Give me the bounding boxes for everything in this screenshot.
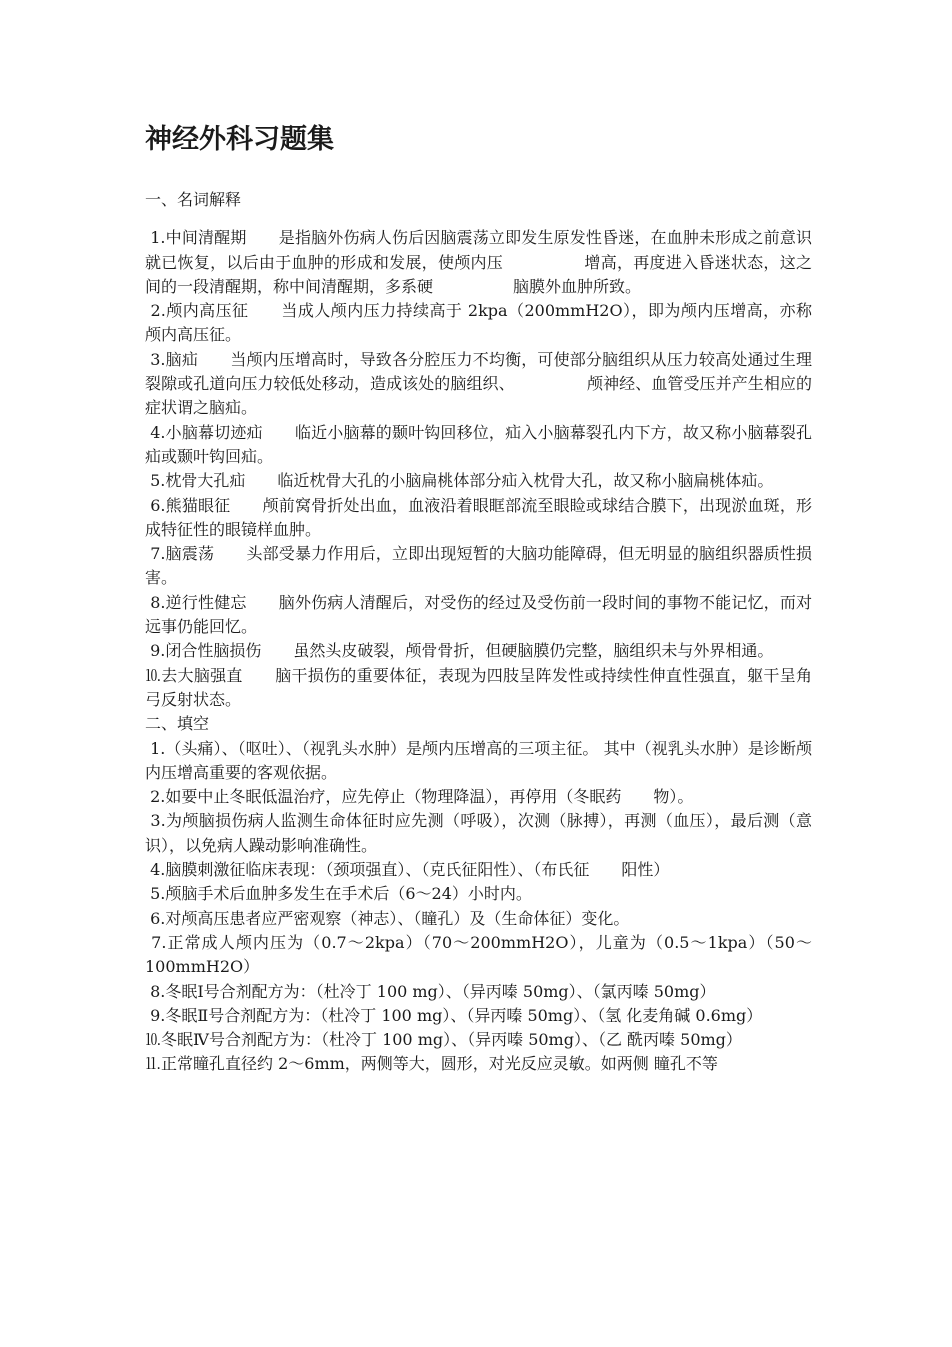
definition-item: 5.枕骨大孔疝 临近枕骨大孔的小脑扁桃体部分疝入枕骨大孔，故又称小脑扁桃体疝。 — [145, 471, 774, 491]
fill-in-item: 8.冬眠Ⅰ号合剂配方为：（杜冷丁 100 mg）、（异丙嗪 50mg）、（氯丙嗪 50mg） — [145, 981, 716, 1001]
fill-in-item: 2.如要中止冬眠低温治疗，应先停止（物理降温），再停用（冬眠药 物）。 — [145, 787, 694, 807]
definition-item: ⒑去大脑强直 脑干损伤的重要体征，表现为四肢呈阵发性或持续性伸直性强直，躯干呈角弓反射状态。 — [145, 665, 812, 709]
fill-in-item: 3.为颅脑损伤病人监测生命体征时应先测（呼吸），次测（脉搏），再测（血压），最后测（意识），以免病人躁动影响准确性。 — [145, 811, 812, 855]
document-body — [145, 188, 812, 1077]
definition-item: 8.逆行性健忘 脑外伤病人清醒后，对受伤的经过及受伤前一段时间的事物不能记忆，而对远事仍能回忆。 — [145, 592, 812, 637]
section-heading-fill-in: 二、填空 — [145, 714, 210, 734]
definition-item: 6.熊猫眼征 颅前窝骨折处出血，血液沿着眼眶部流至眼睑或球结合膜下，出现淤血斑，形成特征性的眼镜样血肿。 — [145, 495, 812, 539]
fill-in-item: 6.对颅高压患者应严密观察（神志）、（瞳孔）及（生命体征）变化。 — [145, 908, 630, 928]
definition-item: 7.脑震荡 头部受暴力作用后，立即出现短暂的大脑功能障碍，但无明显的脑组织器质性损害。 — [145, 544, 812, 588]
definition-item: 4.小脑幕切迹疝 临近小脑幕的颞叶钩回移位，疝入小脑幕裂孔内下方，故又称小脑幕裂孔疝或颞叶钩回疝。 — [145, 422, 812, 466]
fill-in-item: 4.脑膜刺激征临床表现：（颈项强直）、（克氏征阳性）、（布氏征 阳性） — [145, 860, 670, 880]
definition-item: 2.颅内高压征 当成人颅内压力持续高于 2kpa（200mmH2O），即为颅内压增高，亦称颅内高压征。 — [145, 301, 812, 345]
definition-item: 1.中间清醒期 是指脑外伤病人伤后因脑震荡立即发生原发性昏迷，在血肿未形成之前意识就已恢复，以后由于血肿的形成和发展，使颅内压 增高，再度进入昏迷状态，这之间的一段清醒期，称中间清醒期，多系硬 脑膜外血肿所致。 — [145, 228, 812, 296]
fill-in-item: 9.冬眠Ⅱ号合剂配方为：（杜冷丁 100 mg）、（异丙嗪 50mg）、（氢 化麦角碱 0.6mg） — [145, 1005, 763, 1025]
definition-item: 3.脑疝 当颅内压增高时，导致各分腔压力不均衡，可使部分脑组织从压力较高处通过生理裂隙或孔道向压力较低处移动，造成该处的脑组织、 颅神经、血管受压并产生相应的症状谓之脑疝。 — [145, 349, 812, 418]
fill-in-item: ⒑冬眠Ⅳ号合剂配方为：（杜冷丁 100 mg）、（异丙嗪 50mg）、（乙 酰丙嗪 50mg） — [145, 1030, 742, 1050]
definition-item: 9.闭合性脑损伤 虽然头皮破裂，颅骨骨折，但硬脑膜仍完整，脑组织未与外界相通。 — [145, 641, 774, 661]
fill-in-item: 1.（头痛）、（呕吐）、（视乳头水肿）是颅内压增高的三项主征。 其中（视乳头水肿）是诊断颅内压增高重要的客观依据。 — [145, 738, 812, 782]
section-heading-definitions: 一、名词解释 — [145, 190, 242, 209]
fill-in-item: 7.正常成人颅内压为（0.7～2kpa）（70～200mmH2O），儿童为（0.5～1kpa）（50～100mmH2O） — [145, 932, 812, 977]
page-title: 神经外科习题集 — [145, 124, 334, 155]
fill-in-item: 5.颅脑手术后血肿多发生在手术后（6～24）小时内。 — [145, 884, 532, 904]
fill-in-item: ⒒正常瞳孔直径约 2～6mm，两侧等大，圆形，对光反应灵敏。如两侧 瞳孔不等 — [145, 1054, 718, 1074]
